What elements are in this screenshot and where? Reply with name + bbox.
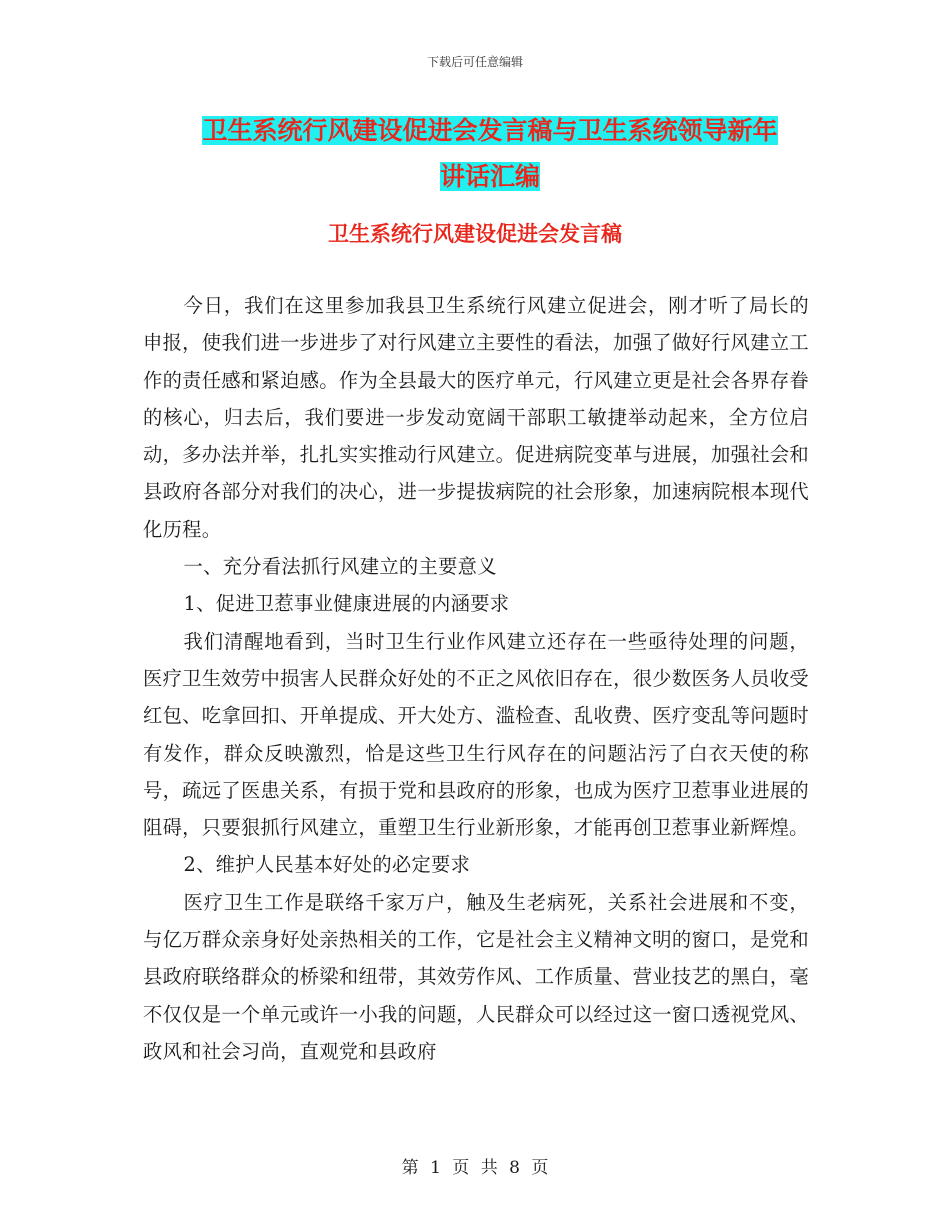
document-title-line-2: 讲话汇编 bbox=[439, 162, 540, 191]
page-footer: 第 1 页 共 8 页 bbox=[401, 1158, 549, 1178]
document-title bbox=[150, 108, 830, 200]
subsection-heading: 1、促进卫惹事业健康进展的内涵要求 bbox=[183, 592, 510, 616]
section-heading: 一、充分看法抓行风建立的主要意义 bbox=[183, 555, 497, 579]
document-title-line-1: 卫生系统行风建设促进会发言稿与卫生系统领导新年 bbox=[202, 116, 778, 145]
body-text bbox=[143, 287, 809, 1070]
paragraph: 医疗卫生工作是联络千家万户，触及生老病死，关系社会进展和不变，与亿万群众亲身好处亲热相关的工作，它是社会主义精神文明的窗口，是党和县政府联络群众的桥梁和纽带，其效劳作风、工作质量、营业技艺的黑白，毫不仅仅是一个单元或许一小我的问题，人民群众可以经过这一窗口透视党风、政风和社会习尚，直观党和县政府 bbox=[143, 890, 809, 1063]
header-note: 下载后可任意编辑 bbox=[426, 55, 523, 69]
section-title: 卫生系统行风建设促进会发言稿 bbox=[328, 222, 622, 246]
paragraph: 今日，我们在这里参加我县卫生系统行风建立促进会，刚才听了局长的申报，使我们进一步进步了对行风建立主要性的看法，加强了做好行风建立工作的责任感和紧迫感。作为全县最大的医疗单元，行风建立更是社会各界存眷的核心，归去后，我们要进一步发动宽阔干部职工敏捷举动起来，全方位启动，多办法并举，扎扎实实推动行风建立。促进病院变革与进展，加强社会和县政府各部分对我们的决心，进一步提拔病院的社会形象，加速病院根本现代化历程。 bbox=[143, 294, 809, 541]
paragraph: 我们清醒地看到，当时卫生行业作风建立还存在一些亟待处理的问题，医疗卫生效劳中损害人民群众好处的不正之风依旧存在，很少数医务人员收受红包、吃拿回扣、开单提成、开大处方、滥检查、乱收费、医疗变乱等问题时有发作，群众反映激烈，恰是这些卫生行风存在的问题沾污了白衣天使的称号，疏远了医患关系，有损于党和县政府的形象，也成为医疗卫惹事业进展的阻碍，只要狠抓行风建立，重塑卫生行业新形象，才能再创卫惹事业新辉煌。 bbox=[143, 629, 809, 840]
subsection-heading: 2、维护人民基本好处的必定要求 bbox=[183, 853, 471, 877]
